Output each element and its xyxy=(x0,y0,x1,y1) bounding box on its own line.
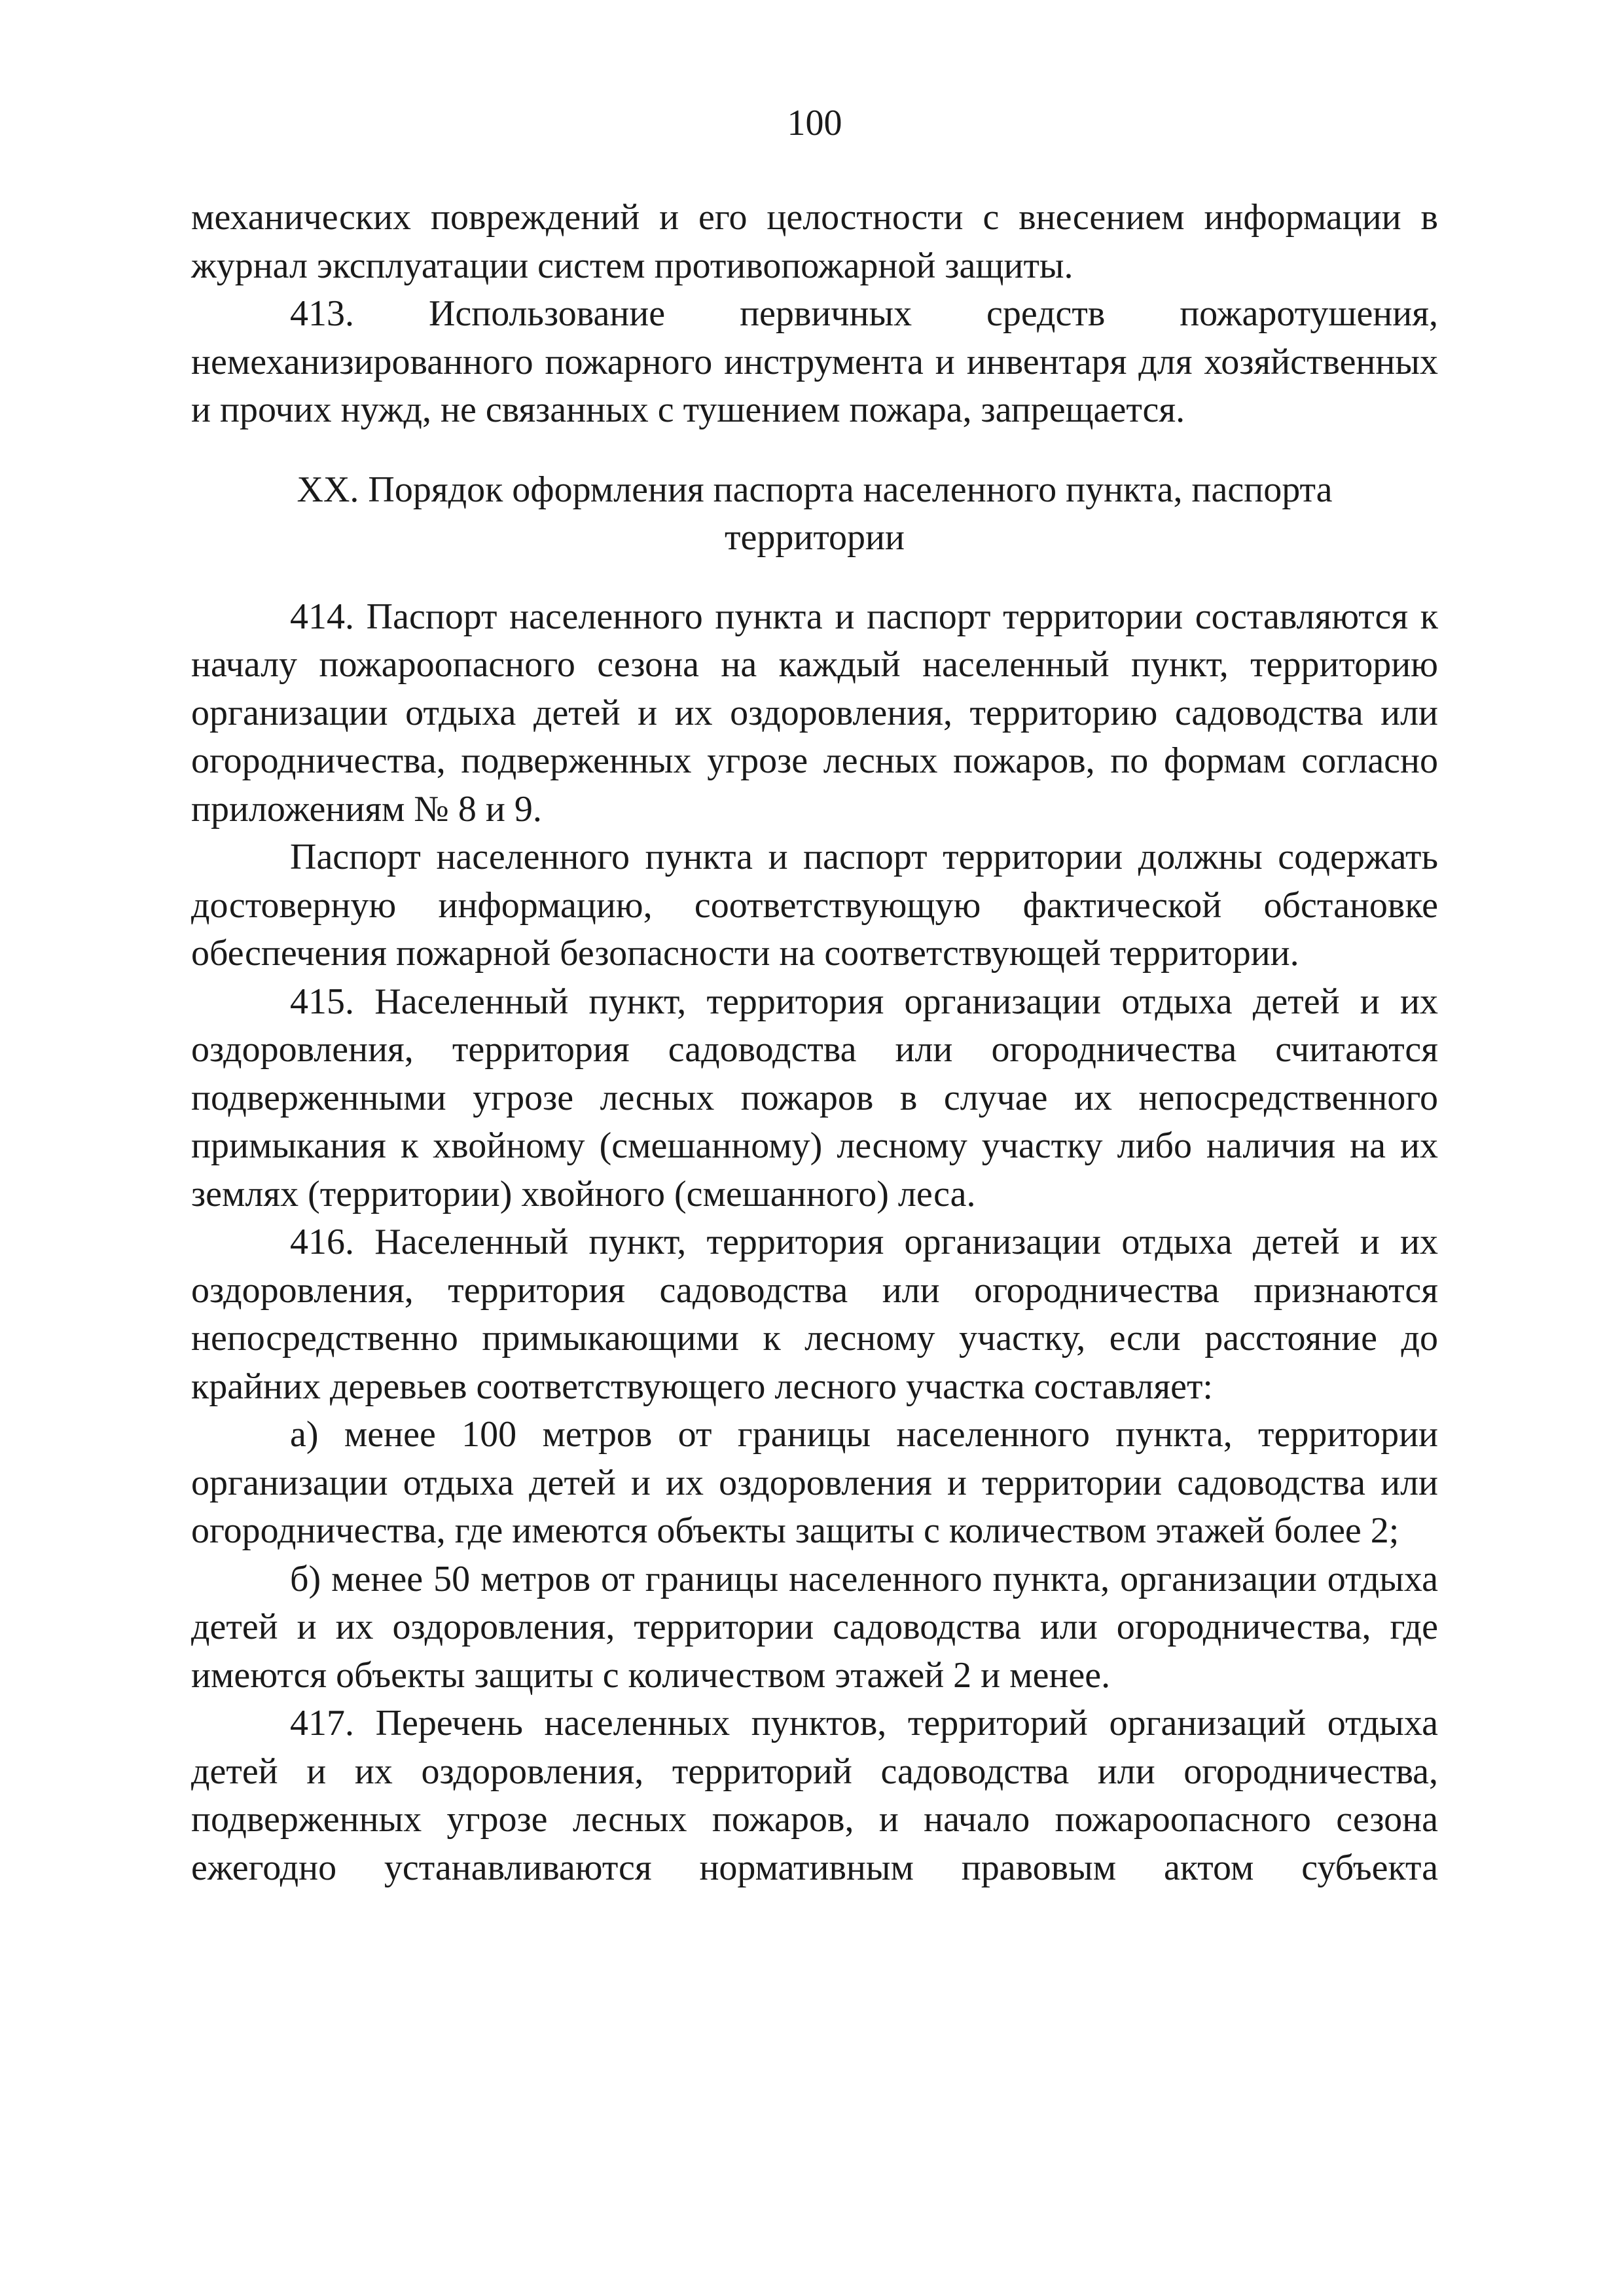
section-heading-line-2: территории xyxy=(725,517,905,558)
paragraph-416: 416. Населенный пункт, территория организации отдыха детей и их оздоровления, территория садоводства или огородничества признаются непосредственно примыкающими к лесному участку, если расстояние до крайних деревьев соответствующего лесного участка составляет: xyxy=(191,1222,1438,1407)
paragraph-417: 417. Перечень населенных пунктов, территорий организаций отдыха детей и их оздоровления, территорий садоводства или огородничества, подверженных угрозе лесных пожаров, и начало пожароопасного сезона ежегодно устанавливаются нормативным правовым актом субъекта xyxy=(191,1703,1438,1888)
paragraph-416-a: а) менее 100 метров от границы населенного пункта, территории организации отдыха детей и их оздоровления и территории садоводства или огородничества, где имеются объекты защиты с количеством этажей более 2; xyxy=(191,1414,1438,1551)
paragraph-413: 413. Использование первичных средств пожаротушения, немеханизированного пожарного инструмента и инвентаря для хозяйственных и прочих нужд, не связанных с тушением пожара, запрещается. xyxy=(191,293,1438,430)
section-heading-line-1: XX. Порядок оформления паспорта населенного пункта, паспорта xyxy=(297,469,1333,510)
paragraph-416-b: б) менее 50 метров от границы населенного пункта, организации отдыха детей и их оздоровления, территории садоводства или огородничества, где имеются объекты защиты с количеством этажей 2 и менее. xyxy=(191,1558,1438,1696)
document-page xyxy=(191,0,1438,2296)
document-body xyxy=(191,194,1438,1892)
section-heading xyxy=(191,466,1438,562)
page-number: 100 xyxy=(787,103,842,143)
paragraph-414: 414. Паспорт населенного пункта и паспорт территории составляются к началу пожароопасного сезона на каждый населенный пункт, территорию организации отдыха детей и их оздоровления, территорию садоводства или огородничества, подверженных угрозе лесных пожаров, по формам согласно приложениям № 8 и 9. xyxy=(191,596,1438,829)
paragraph-415: 415. Населенный пункт, территория организации отдыха детей и их оздоровления, территория садоводства или огородничества считаются подверженными угрозе лесных пожаров в случае их непосредственного примыкания к хвойному (смешанному) лесному участку либо наличия на их землях (территории) хвойного (смешанного) леса. xyxy=(191,981,1438,1214)
paragraph-414-passport: Паспорт населенного пункта и паспорт территории должны содержать достоверную информацию, соответствующую фактической обстановке обеспечения пожарной безопасности на соответствующей территории. xyxy=(191,837,1438,974)
paragraph-continuation: механических повреждений и его целостности с внесением информации в журнал эксплуатации систем противопожарной защиты. xyxy=(191,197,1438,286)
